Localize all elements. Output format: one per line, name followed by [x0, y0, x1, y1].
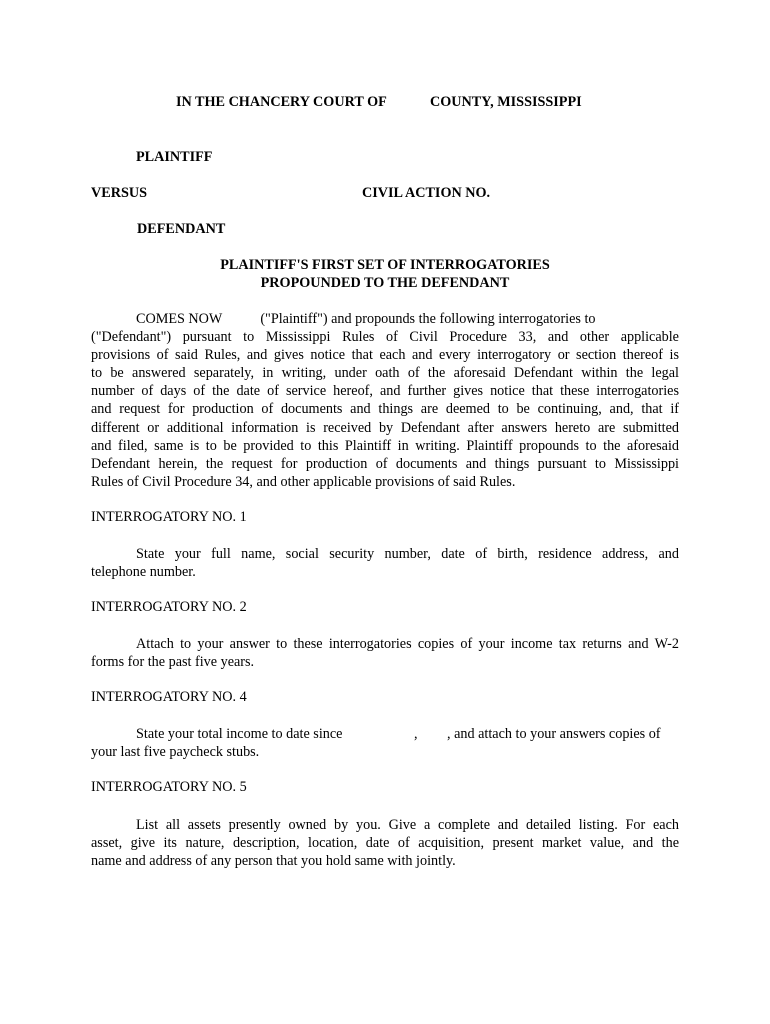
paragraph-line: State your full name, social security number, date of birth, residence address, and — [136, 546, 679, 562]
interrogatory-4-heading: INTERROGATORY NO. 4 — [91, 689, 247, 705]
paragraph-line: and request for production of documents and things are deemed to be continuing, and, that if — [91, 401, 679, 418]
intro-paragraph — [91, 310, 679, 491]
interrogatory-5-body — [91, 816, 679, 870]
interrogatory-5-heading: INTERROGATORY NO. 5 — [91, 779, 247, 795]
paragraph-line: name and address of any person that you hold same with jointly. — [91, 853, 456, 870]
paragraph-line: to be answered separately, in writing, under oath of the aforesaid Defendant within the legal — [91, 365, 679, 382]
interrogatory-1-body — [91, 545, 679, 581]
comes-now-text: COMES NOW — [136, 311, 223, 327]
paragraph-line: and filed, same is to be provided to this Plaintiff in writing. Plaintiff propounds to the aforesaid — [91, 437, 679, 454]
paragraph-line: different or additional information is received by Defendant after answers hereto are submitted — [91, 419, 679, 436]
attach-paycheck-text: , and attach to your answers copies of — [447, 726, 661, 742]
versus-label: VERSUS — [91, 185, 147, 201]
interrogatory-2-body — [91, 635, 679, 671]
interrogatory-1-heading: INTERROGATORY NO. 1 — [91, 509, 247, 525]
plaintiff-propounds-text: ("Plaintiff") and propounds the following interrogatories to — [260, 311, 596, 327]
paragraph-line: ("Defendant") pursuant to Mississippi Rules of Civil Procedure 33, and other applicable — [91, 329, 679, 346]
paragraph-line: telephone number. — [91, 564, 196, 581]
defendant-label: DEFENDANT — [137, 221, 226, 237]
document-title-line2: PROPOUNDED TO THE DEFENDANT — [260, 275, 510, 291]
court-name-right: COUNTY, MISSISSIPPI — [430, 94, 582, 110]
paragraph-line: forms for the past five years. — [91, 654, 255, 671]
paragraph-line — [91, 310, 679, 328]
total-income-text: State your total income to date since — [136, 726, 343, 742]
paragraph-line: Attach to your answer to these interrogatories copies of your income tax returns and W-2 — [136, 636, 679, 652]
paragraph-line: Defendant herein, the request for production of documents and things pursuant to Mississippi — [91, 455, 679, 472]
paycheck-stubs-text: your last five paycheck stubs. — [91, 744, 260, 760]
paragraph-line: List all assets presently owned by you. Give a complete and detailed listing. For each — [136, 817, 679, 833]
date-comma: , — [414, 726, 418, 742]
plaintiff-label: PLAINTIFF — [136, 149, 213, 165]
court-name-left: IN THE CHANCERY COURT OF — [176, 94, 387, 110]
paragraph-line: number of days of the date of service hereof, and further gives notice that these interrogatories — [91, 383, 679, 400]
paragraph-line: Rules of Civil Procedure 34, and other applicable provisions of said Rules. — [91, 473, 516, 490]
paragraph-line: asset, give its nature, description, location, date of acquisition, present market value, and the — [91, 835, 679, 852]
document-title-line1: PLAINTIFF'S FIRST SET OF INTERROGATORIES — [220, 257, 550, 273]
paragraph-line: provisions of said Rules, and gives notice that each and every interrogatory or section thereof is — [91, 347, 679, 364]
interrogatory-2-heading: INTERROGATORY NO. 2 — [91, 599, 247, 615]
civil-action-label: CIVIL ACTION NO. — [362, 185, 491, 201]
